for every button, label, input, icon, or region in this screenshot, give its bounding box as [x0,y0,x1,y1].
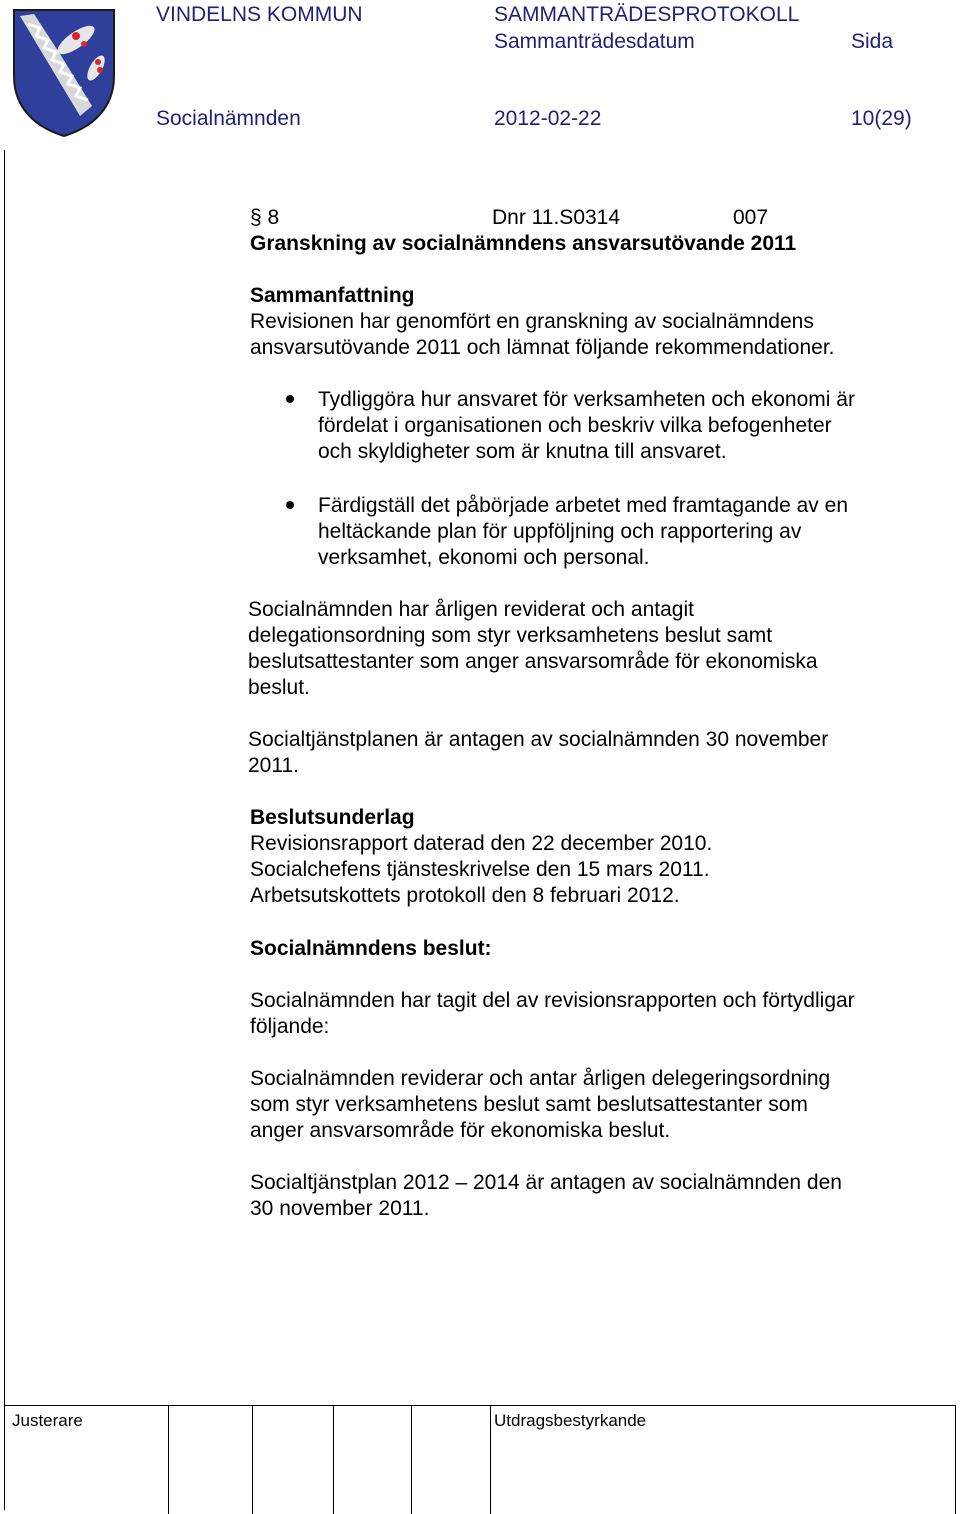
basis-item: Arbetsutskottets protokoll den 8 februari 2012. [250,884,680,907]
basis-heading: Beslutsunderlag [250,806,415,829]
footer-cell-divider [333,1405,334,1514]
case-code: 007 [733,206,769,229]
decision-text-line: Socialtjänstplan 2012 – 2014 är antagen av socialnämnden den [250,1171,842,1194]
decision-text-line: följande: [250,1015,330,1038]
bullet-icon [286,395,294,403]
decision-text-line: 30 november 2011. [250,1197,430,1220]
recommendation-line: verksamhet, ekonomi och personal. [318,546,650,569]
footer-cell-divider [955,1405,956,1514]
recommendation-line: Tydliggöra hur ansvaret för verksamheten och ekonomi är [318,388,855,411]
footer-divider [4,1405,956,1406]
body-text-line: beslutsattestanter som anger ansvarsområde för ekonomiska [248,650,818,673]
body-text-line: Socialtjänstplanen är antagen av socialnämnden 30 november [248,728,829,751]
decision-text-line: som styr verksamhetens beslut samt beslutsattestanter som [250,1093,808,1116]
footer-cell-divider [252,1405,253,1514]
municipality-coat-of-arms-logo [10,6,118,138]
footer-extract-certification-label: Utdragsbestyrkande [494,1411,647,1430]
decision-text-line: Socialnämnden har tagit del av revisionsrapporten och förtydligar [250,989,855,1012]
margin-line [4,150,5,1510]
committee-name: Socialnämnden [156,107,301,130]
basis-item: Revisionsrapport daterad den 22 december 2010. [250,832,713,855]
body-text-line: beslut. [248,676,310,699]
bullet-icon [286,501,294,509]
paragraph-number: § 8 [250,206,280,229]
recommendation-line: fördelat i organisationen och beskriv vilka befogenheter [318,414,832,437]
body-text-line: 2011. [248,754,299,777]
decision-text-line: anger ansvarsområde för ekonomiska beslut. [250,1119,671,1142]
diary-number: Dnr 11.S0314 [492,206,621,229]
body-text-line: Socialnämnden har årligen reviderat och antagit [248,598,694,621]
decision-heading: Socialnämndens beslut: [250,937,492,960]
footer-cell-divider [490,1405,491,1514]
decision-text-line: Socialnämnden reviderar och antar årligen delegeringsordning [250,1067,831,1090]
page-label: Sida [851,30,894,53]
recommendation-line: heltäckande plan för uppföljning och rapportering av [318,520,802,543]
summary-text-line: ansvarsutövande 2011 och lämnat följande rekommendationer. [250,336,835,359]
footer-cell-divider [168,1405,169,1514]
document-type: SAMMANTRÄDESPROTOKOLL [494,3,800,26]
summary-text-line: Revisionen har genomfört en granskning av socialnämndens [250,310,814,333]
recommendation-line: Färdigställ det påbörjade arbetet med framtagande av en [318,494,848,517]
meeting-date-label: Sammanträdesdatum [494,30,695,53]
section-title: Granskning av socialnämndens ansvarsutövande 2011 [250,232,797,255]
footer-justerare-label: Justerare [12,1411,83,1430]
page-number: 10(29) [851,107,912,130]
summary-heading: Sammanfattning [250,284,415,307]
recommendation-line: och skyldigheter som är knutna till ansvaret. [318,440,727,463]
body-text-line: delegationsordning som styr verksamhetens beslut samt [248,624,773,647]
municipality-name: VINDELNS KOMMUN [156,3,363,26]
meeting-date: 2012-02-22 [494,107,602,130]
footer-cell-divider [411,1405,412,1514]
basis-item: Socialchefens tjänsteskrivelse den 15 mars 2011. [250,858,710,881]
